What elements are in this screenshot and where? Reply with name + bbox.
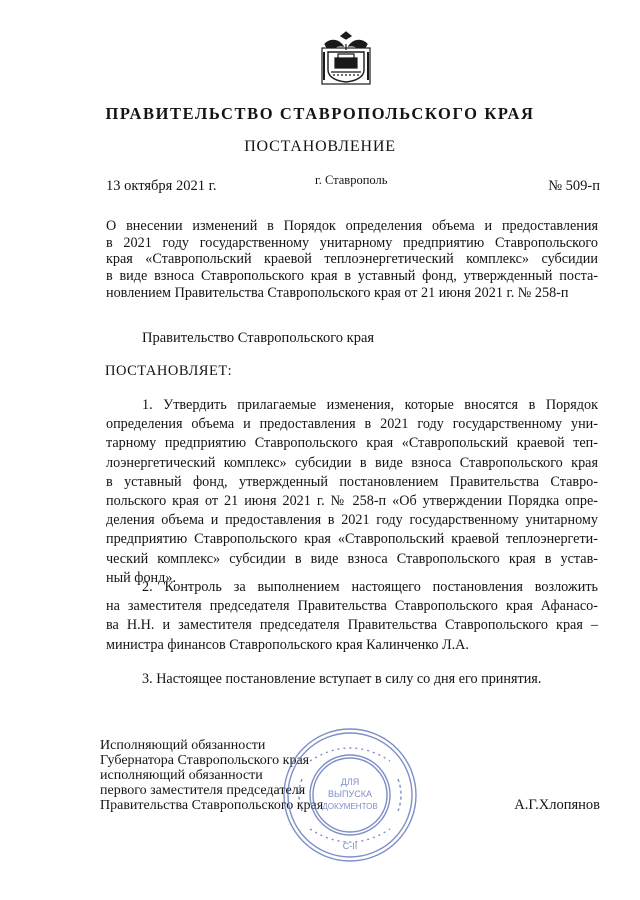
clause-line: министра финансов Ставропольского края Калинченко Л.А. [106,636,469,653]
signatory-title-line: первого заместителя председателя [100,783,306,798]
clause-line: 3. Настоящее постановление вступает в силу со дня его принятия. [142,671,542,687]
issuing-body: Правительство Ставропольского края [142,330,375,346]
clause-line: предприятию Ставропольского края «Ставропольский краевой теплоэнергети- [106,531,598,548]
document-date: 13 октября 2021 г. [106,178,217,194]
subject-line: в 2021 году государственному унитарному предприятию Ставропольского [106,234,598,251]
clause-line: 1. Утвердить прилагаемые изменения, которые вносятся в Порядок [142,397,598,413]
clause-line: лоэнергетический комплекс» субсидии в виде взноса Ставропольского края [106,454,598,471]
clause-line: в уставный фонд, утвержденный постановлением Правительства Ставро- [106,473,598,490]
signatory-title-line: исполняющий обязанности [100,768,263,783]
coat-of-arms-icon [319,28,373,88]
subject-line: новлением Правительства Ставропольского края от 21 июня 2021 г. № 258-п [106,284,569,301]
signatory-title-line: Исполняющий обязанности [100,738,266,753]
subject-line: края «Ставропольский краевой теплоэнергетический комплекс» субсидии [106,251,598,268]
decree-word: ПОСТАНОВЛЯЕТ: [105,363,233,379]
clause-2 [106,578,598,655]
clause-line: тарному предприятию Ставропольского края «Ставропольский краевой теп- [106,435,598,452]
document-city: г. Ставрополь [315,173,388,187]
stamp-text-line: ДОКУМЕНТОВ [322,802,378,811]
clause-line: деления объема и предоставления в 2021 году государственному унитарному [106,512,598,529]
clause-line: на заместителя председателя Правительства Ставропольского края Афанасо- [106,598,598,615]
clause-line: 2. Контроль за выполнением настоящего постановления возложить [142,579,598,595]
clause-1 [106,396,598,588]
subject-line: в виде взноса Ставропольского края в уставный фонд, утвержденный поста- [106,268,598,285]
signer-name: А.Г.Хлопянов [514,797,600,813]
clause-line: польского края от 21 июня 2021 г. № 258-п «Об утверждении Порядка опре- [106,493,598,510]
signatory-title-line: Губернатора Ставропольского края [100,753,310,768]
clause-line: ва Н.Н. и заместителя председателя Правительства Ставропольского края – [106,617,598,634]
stamp-number: С-II [342,841,358,851]
official-stamp [280,725,420,865]
document-subject [106,218,598,302]
clause-line: ческий комплекс» субсидии в виде взноса Ставропольского края в устав- [106,550,598,567]
document-type: ПОСТАНОВЛЕНИЕ [244,138,396,155]
stamp-text-line: ДЛЯ [340,777,360,787]
subject-line: О внесении изменений в Порядок определения объема и предоставления [106,218,598,234]
stamp-text-line: ВЫПУСКА [328,789,372,799]
clause-3 [106,670,598,689]
clause-line: ный фонд». [106,569,177,586]
signatory-title-line: Правительства Ставропольского края [100,798,324,813]
document-number: № 509-п [548,178,600,194]
organization-title: ПРАВИТЕЛЬСТВО СТАВРОПОЛЬСКОГО КРАЯ [105,104,535,123]
clause-line: определения объема и предоставления в 2021 году государственному уни- [106,416,598,433]
